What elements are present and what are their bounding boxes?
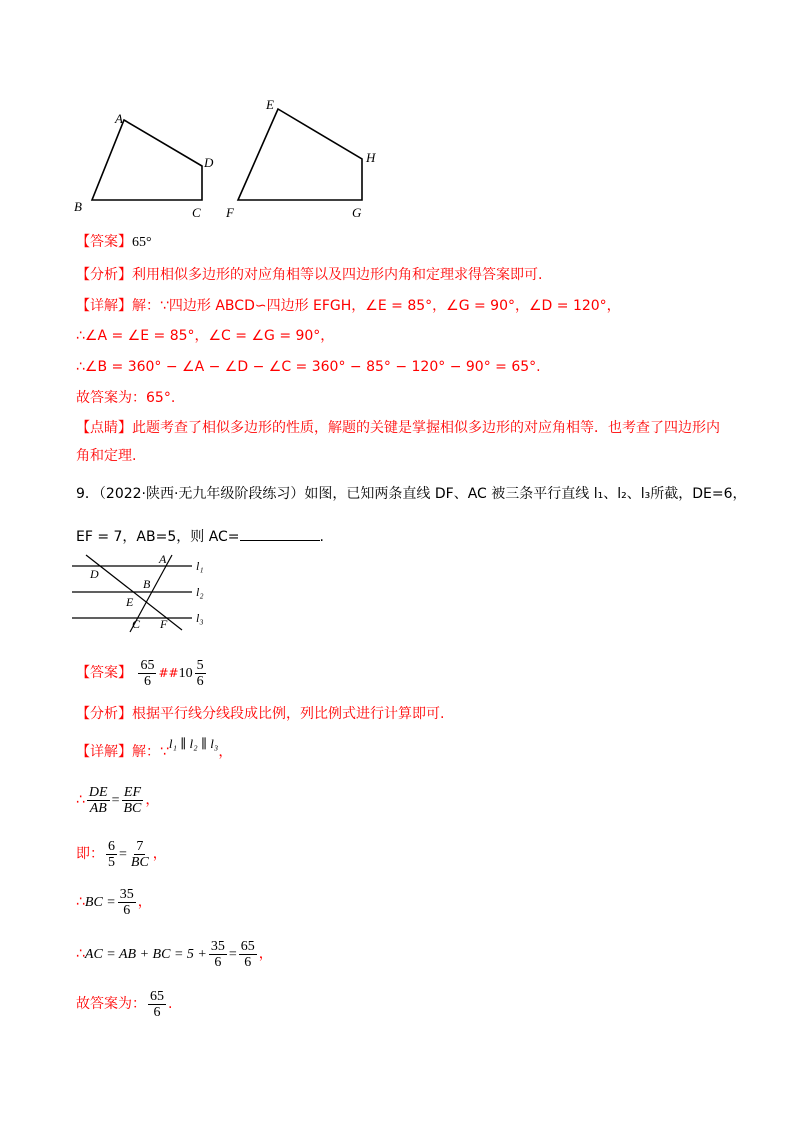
q8-conclusion: 故答案为：65°.: [76, 390, 176, 406]
label-f: F: [160, 617, 168, 631]
fraction-denominator: 6: [123, 902, 131, 918]
q9-stem-line1: 9．（2022·陕西·无九年级阶段练习）如图，已知两条直线 DF、AC 被三条平行直线 l₁、l₂、l₃所截，DE=6，: [76, 486, 747, 502]
fraction-denominator: BC: [130, 854, 149, 870]
step4-lhs: AC = AB + BC = 5 +: [84, 947, 207, 962]
q8-detail-line2: ∴∠A = ∠E = 85°，∠C = ∠G = 90°，: [76, 328, 335, 344]
step4-suffix: ，: [258, 946, 273, 962]
fraction-de-ab: [87, 785, 110, 816]
label-d: D: [90, 567, 99, 581]
q8-comment-line2: 角和定理.: [76, 448, 137, 464]
q9-step2: [76, 836, 167, 873]
fraction-denominator: 6: [244, 954, 252, 970]
fraction-7-bc: [129, 839, 151, 870]
quadrilateral-abcd: [92, 120, 202, 200]
step3-suffix: ，: [137, 894, 152, 910]
fraction-numerator: 65: [150, 988, 164, 1004]
q8-analysis: [76, 265, 542, 285]
q9-final-answer: [76, 986, 172, 1022]
fraction-35-6: [118, 887, 136, 918]
fraction-numerator: 65: [240, 938, 255, 954]
detail-prefix: 解：∵: [132, 744, 169, 760]
step3-lhs: BC =: [84, 895, 116, 910]
fraction-numerator: DE: [88, 784, 108, 800]
label-b: B: [74, 199, 82, 214]
fraction-6-5: [106, 839, 117, 870]
analysis-text: 根据平行线分线段成比例，列比例式进行计算即可.: [132, 706, 445, 722]
label-e: E: [126, 595, 134, 609]
answer-tag: 【答案】: [76, 665, 132, 681]
equals-sign: =: [111, 793, 120, 808]
step2-suffix: ，: [152, 846, 167, 862]
step2-prefix: 即：: [76, 846, 104, 862]
q9-stem-line2: [76, 526, 324, 547]
final-prefix: 故答案为：: [76, 996, 146, 1012]
q9-step1: [76, 782, 159, 819]
label-d: D: [204, 155, 214, 170]
q8-answer: [76, 232, 152, 253]
detail-text-1: 解：∵四边形 ABCD∽四边形 EFGH，∠E = 85°，∠G = 90°，∠D = 120°，: [132, 298, 621, 314]
step1-suffix: ，: [145, 792, 160, 808]
mixed-whole: 10: [178, 666, 193, 681]
analysis-tag: 【分析】: [76, 706, 132, 722]
q9-analysis: [76, 704, 444, 724]
fraction-65-6: [148, 989, 166, 1020]
label-b: B: [143, 577, 151, 591]
quadrilateral-efgh: [238, 109, 362, 200]
step3-prefix: ∴: [76, 894, 85, 910]
label-h: H: [366, 150, 376, 165]
fraction-denominator: 6: [143, 673, 151, 689]
label-a: A: [159, 552, 167, 566]
step1-prefix: ∴: [76, 792, 85, 808]
parallel-statement: l₁ ∥ l₂ ∥ l₃: [168, 736, 219, 751]
stem-suffix: .: [319, 529, 324, 545]
fraction-numerator: 5: [196, 657, 204, 673]
equals-sign: =: [119, 847, 127, 862]
label-e: E: [266, 97, 274, 112]
q9-step4: [76, 936, 273, 973]
label-l2: l₂: [196, 585, 204, 599]
answer-value: 65°: [132, 235, 152, 250]
fraction-35-6: [209, 939, 227, 970]
answer-separator: ##: [158, 666, 179, 680]
equals-sign: =: [228, 947, 237, 962]
q9-detail: [76, 736, 233, 762]
fraction-numerator: 6: [108, 838, 115, 854]
detail-tag: 【详解】: [76, 744, 132, 760]
q8-comment: [76, 418, 720, 438]
detail-tag: 【详解】: [76, 298, 132, 314]
label-l3: l₃: [196, 611, 204, 625]
label-c: C: [192, 205, 201, 220]
fraction-numerator: 7: [136, 838, 144, 854]
q8-detail-line3: ∴∠B = 360° − ∠A − ∠D − ∠C = 360° − 85° − 120° − 90° = 65°.: [76, 359, 541, 375]
fraction-denominator: 6: [214, 954, 222, 970]
fraction-numerator: 65: [140, 657, 155, 673]
fraction-denominator: AB: [89, 800, 107, 816]
analysis-tag: 【分析】: [76, 267, 132, 283]
similar-quadrilaterals-figure: [70, 95, 390, 225]
comment-tag: 【点睛】: [76, 420, 132, 436]
q9-step3: [76, 884, 152, 921]
stem-prefix: EF = 7，AB=5，则 AC=: [76, 529, 240, 545]
answer-tag: 【答案】: [76, 234, 132, 250]
fraction-numerator: 35: [119, 886, 134, 902]
fraction-65-6: [239, 939, 257, 970]
answer-blank: [240, 526, 320, 541]
analysis-text: 利用相似多边形的对应角相等以及四边形内角和定理求得答案即可.: [132, 267, 543, 283]
label-f: F: [226, 205, 234, 220]
mixed-fraction: [195, 658, 206, 689]
label-g: G: [352, 205, 362, 220]
fraction-ef-bc: [122, 785, 144, 816]
fraction-numerator: EF: [123, 784, 141, 800]
answer-fraction: [138, 658, 156, 689]
parallel-lines-figure: [70, 552, 220, 634]
label-c: C: [132, 617, 141, 631]
detail-suffix: ，: [218, 744, 233, 760]
fraction-denominator: 5: [108, 854, 115, 870]
final-suffix: .: [168, 996, 173, 1012]
fraction-denominator: 6: [153, 1004, 161, 1020]
q9-answer: [76, 656, 208, 691]
fraction-denominator: BC: [123, 800, 142, 816]
label-a: A: [115, 111, 123, 126]
q8-detail-line1: [76, 296, 621, 316]
label-l1: l₁: [196, 559, 204, 573]
comment-text-1: 此题考查了相似多边形的性质，解题的关键是掌握相似多边形的对应角相等．也考查了四边形内: [132, 420, 720, 436]
fraction-numerator: 35: [210, 938, 225, 954]
step4-prefix: ∴: [76, 946, 85, 962]
fraction-denominator: 6: [196, 673, 204, 689]
